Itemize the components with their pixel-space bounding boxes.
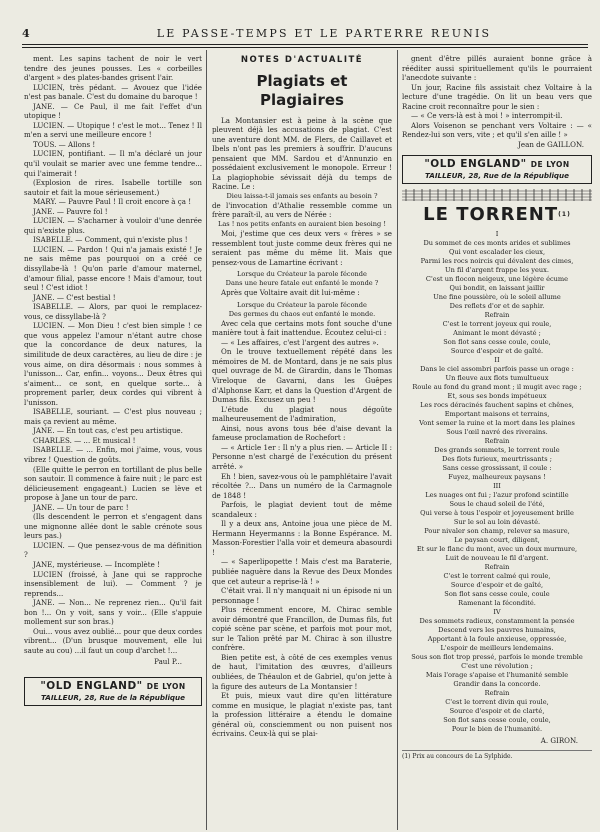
column-divider (206, 50, 207, 830)
paragraph: Bien petite est, à côté de ces exemples venus de haut, l'imitation des œuvres, d'ailleurs oubliées, de Théaulon et de Gabriel, qu'on jette à la figure des auteurs de La Montansier ! (212, 652, 392, 691)
old-england-ad (402, 155, 592, 184)
poem-line: Apportant à la foule anxieuse, oppressée, (427, 635, 567, 644)
ad-address: TAILLEUR, 28, Rue de la République (40, 693, 186, 702)
quote-line: Dans une heure fatale eut enfanté le monde ? (225, 279, 379, 288)
paragraph: L'étude du plagiat nous dégoûte malheureusement de l'admiration, (212, 404, 392, 424)
poem-line: C'est une révolution ; (461, 662, 533, 671)
poem-line: Du sommet de ces monts arides et sublimes (423, 239, 571, 248)
paragraph: LUCIEN, pontifiant. — Il m'a déclaré un jour qu'il voulait se marier avec une femme tendre... qui l'aimerait ! (24, 149, 202, 178)
poem-line: Qui vont escalader les cieux, (448, 248, 546, 257)
poem-line: Sous son flot trop pressé, parfois le monde tremble (411, 653, 583, 662)
author-signature: Jean de GAILLON. (518, 139, 584, 149)
poem-title (402, 204, 592, 226)
paragraph: — « Ce vers-là est à moi ! » interrompit-il. (411, 111, 563, 121)
paragraph: LUCIEN (froissé, à Jane qui se rapproche insensiblement de lui). — Comment ? je reprends... (24, 569, 202, 598)
poem-line: Dans le ciel assombri parfois passe un orage : (420, 365, 574, 374)
article-text-continued (212, 319, 392, 739)
poem-line: Animant le mont dévasté ; (453, 329, 541, 338)
paragraph: Parfois, le plagiat devient tout de même scandaleux : (212, 500, 392, 519)
paragraph: LUCIEN. — Pardon ! Qui n'a jamais existé ! Je ne sais même pas pourquoi on a créé ce dissyllabe-là ! Qu'on parle d'amour maternel, d'amour filial, passe encore ! Mais d'amour, tout seul ! C'est idiot ! (24, 244, 202, 293)
poem-line: Source d'espoir et de gaîté. (450, 347, 544, 356)
ad-name (25, 680, 201, 693)
paragraph: — « Les affaires, c'est l'argent des autres ». (221, 337, 379, 347)
paragraph: Plus récemment encore, M. Chirac semble avoir démontré que Francillon, de Dumas fils, fut copié scène par scène, et parfois mot pour mot, sur le Talion prêté par M. Chirac à son illustre confrère. (212, 605, 392, 653)
paragraph: Oui... vous avez oublié... pour que deux cordes vibrent... (D'un brusque mouvement, elle lui saute au cou) ...il faut un coup d'archet !... (24, 626, 202, 655)
paragraph: LUCIEN. — S'acharner à vouloir d'une denrée qui n'existe plus. (24, 216, 202, 235)
article-paragraph: Après que Voltaire avait dit lui-même : (221, 288, 360, 298)
paragraph: MARY. — Pauvre Paul ! Il croit encore à ça ! (33, 197, 192, 207)
poem-line: Des grands sommets, le torrent roule (434, 446, 560, 455)
poem-line: Qui verse à tous l'espoir et joyeusement brille (420, 509, 574, 518)
stanza-heading: II (494, 356, 500, 365)
paragraph: Eh ! bien, savez-vous où le pamphlétaire l'avait récoltée ?... Dans un numéro de la Carmagnole de 1848 ! (212, 471, 392, 500)
poem-line: C'est le torrent joyeux qui roule, (442, 320, 552, 329)
poem-line: Grandir dans la concorde. (453, 680, 541, 689)
stanza-heading: III (493, 482, 501, 491)
music-staff-ornament (402, 188, 592, 202)
poem-line: Sur le sol au loin dévasté. (453, 518, 541, 527)
poem-line: Un fil d'argent frappe les yeux. (445, 266, 549, 275)
poem-line: Les nuages ont fui ; l'azur profond scintille (425, 491, 569, 500)
ad-brand: "OLD ENGLAND" (424, 158, 527, 171)
poem-line: Des reflets d'or et de saphir. (449, 302, 545, 311)
stanza-heading: Refrain (484, 689, 510, 698)
old-england-ad (24, 677, 202, 706)
footnote-mark: (1) (558, 211, 571, 219)
poem-line: Qui bondit, en laissant jaillir (449, 284, 545, 293)
poem-signature: A. GIRON. (540, 736, 578, 746)
paragraph: (Explosion de rires. Isabelle tortille son sautoir et fait la moue sérieusement.) (24, 178, 202, 197)
paragraph: ISABELLE. — Comment, qui n'existe plus ! (33, 235, 188, 245)
poem-line: Emportant maisons et terrains, (444, 410, 550, 419)
page-header (22, 27, 588, 41)
paragraph: CHARLES. — ... Et musical ! (33, 435, 136, 445)
paragraph: gnent d'être pillés auraient bonne grâce à rééditer aussi spirituellement qu'ils le pourraient l'anecdote suivante : (402, 54, 592, 83)
poem-title-text: LE TORRENT (423, 204, 559, 226)
paragraph: JANE. — En tout cas, c'est peu artistique. (33, 426, 183, 436)
paragraph: TOUS. — Allons ! (33, 139, 96, 149)
paragraph: (Elle quitte le perron en tortillant de plus belle son sautoir. Il commence à faire nuit ; le parc est délicieusement engageant.) Lucien se lève et propose à Jane un tour de parc. (24, 464, 202, 503)
quote-line: Dieu laissa-t-il jamais ses enfants au besoin ? (226, 191, 378, 200)
poem-line: Pour le bien de l'humanité. (451, 725, 543, 734)
paragraph: LUCIEN. — Utopique ! c'est le mot... Tenez ! Il m'en a servi une meilleure encore ! (24, 120, 202, 140)
header-rule (22, 44, 588, 45)
paragraph: LUCIEN. — Que pensez-vous de ma définition ? (24, 540, 202, 560)
paragraph: ISABELLE. — Alors, par quoi le remplacez-vous, ce dissyllabe-là ? (24, 302, 202, 321)
stanza-heading: Refrain (484, 437, 510, 446)
poem-line: Son flot sans cesse coule, coule, (443, 338, 551, 347)
signature: Paul P... (154, 657, 182, 667)
paragraph: LUCIEN. — Mon Dieu ! c'est bien simple ! ce que vous appelez l'amour n'étant autre chose que la concordance de deux natures, la similitude de deux caractères, au lieu de dire : je vous aime, on dira désormais : nous sommes à l'unisson... Car, enfin... voyons... Deux êtres qui s'aiment... ce sont, en quelque sorte... à proprement parler, deux cordes qui vibrent à l'unisson. (24, 321, 202, 407)
paragraph: Avec cela que certains mots font souche d'une manière tout à fait inattendue. Écoutez celui-ci : (212, 318, 392, 338)
poem-line: Et, sous ses bonds impétueux (447, 392, 547, 401)
paragraph: Alors Voisenon se penchant vers Voltaire : — « Rendez-lui son vers, vite ; et qu'il s'en aille ! » (402, 120, 592, 140)
dialogue-text (24, 54, 202, 655)
paragraph: ISABELLE, souriant. — C'est plus nouveau ; mais ça revient au même. (24, 407, 202, 426)
poem-line: Une fine poussière, où le soleil allume (433, 293, 561, 302)
article-end-text (402, 54, 592, 140)
paragraph: (Ils descendent le perron et s'engagent dans une mignonne allée dont le sable crénote sous leurs pas.) (24, 512, 202, 541)
poem-line: Ramenant la fécondité. (458, 599, 536, 608)
ad-brand: "OLD ENGLAND" (40, 680, 143, 692)
article-paragraph: Moi, j'estime que ces deux vers « frères » se ressemblent tout juste comme deux frères qui ne seraient pas même du même lit. Mais que pensez-vous de Lamartine écrivant : (212, 229, 392, 267)
poem-line: Des sommets radieux, constamment la pensée (419, 617, 575, 626)
paragraph: ISABELLE. — ... Enfin, moi j'aime, vous, vous vibrez ! Question de goûts. (24, 445, 202, 464)
paragraph: JANE, mystérieuse. — Incomplète ! (33, 559, 160, 569)
paragraph: On le trouve textuellement répété dans les mémoires de M. de Montard, dans je ne sais plus quel ouvrage de M. de Girardin, dans le Thomas Vireloque de Gavarni, dans les Guêpes d'Alphonse Karr, et dans la Question d'Argent de Dumas fils. Excusez un peu ! (212, 347, 392, 405)
ad-city: DE LYON (530, 160, 570, 170)
poem-line: C'est le torrent divin qui roule, (445, 698, 549, 707)
ad-address: TAILLEUR, 28, Rue de la République (424, 171, 570, 181)
paragraph: JANE. — C'est bestial ! (33, 292, 116, 302)
poem-line: Fuyez, malheureux paysans ! (448, 473, 546, 482)
column-poem (402, 54, 592, 761)
poem-line: Luit de nouveau le fil d'argent. (445, 554, 549, 563)
poem-line: Des flots furieux, meurtrissants ; (442, 455, 552, 464)
column-divider (397, 50, 398, 830)
poem-line: C'est le torrent calmé qui roule, (443, 572, 551, 581)
paragraph: — « Saperlipopette ! Mais c'est ma Baraterie, publiée naguère dans la Revue des Deux Mondes que cet auteur a reprise-là ! » (212, 557, 392, 586)
column-dialogue (24, 54, 202, 710)
header-rule-thin (22, 47, 588, 48)
poem-line: Vont semer la ruine et la mort dans les plaines (419, 419, 575, 428)
paragraph: JANE. — Ce Paul, il me fait l'effet d'un utopique ! (24, 101, 202, 121)
paragraph: Il y a deux ans, Antoine joua une pièce de M. Hermann Heyermanns : la Bonne Espérance. M. Masson-Forestier l'alla voir et demeura abasourdi ! (212, 519, 392, 557)
column-article (212, 54, 392, 739)
poem-line: Son flot sans cesse coule, coule, (443, 716, 551, 725)
paragraph: JANE. — Non... Ne reprenez rien... Qu'il fait bon !... On y voit, sans y voir... (Elle s'appuie mollement sur son bras.) (24, 598, 202, 627)
poem-line: Parmi les rocs noircis qui dévalent des cimes, (420, 257, 574, 266)
poem-line: Et sur le flanc du mont, avec un doux murmure, (416, 545, 578, 554)
ad-name (403, 158, 591, 171)
poem-line: Les rocs déracinés fauchent sapins et chênes, (420, 401, 574, 410)
paragraph: JANE. — Un tour de parc ! (33, 502, 129, 512)
paragraph: Ainsi, nous avons tous bée d'aise devant la fameuse proclamation de Rochefort : (212, 423, 392, 443)
page-number: 4 (22, 27, 30, 40)
poem-line: Sous l'œil navré des riverains. (446, 428, 548, 437)
poem-line: Son flot sans cesse coule, coule (444, 590, 550, 599)
article-title: Plagiats et Plagiaires (256, 71, 348, 109)
article-text (212, 116, 392, 192)
paragraph: LUCIEN, très pédant. — Avouez que l'idée n'est pas banale. C'est du domaine du baroque ! (24, 82, 202, 102)
article-paragraph: de l'invocation d'Athalie ressemble comme un frère paraît-il, au vers de Nérée : (212, 200, 392, 220)
poem-line: Descend vers les pauvres humains, (438, 626, 556, 635)
poem-line: Sous le chaud soleil de l'été, (449, 500, 545, 509)
poem-body (402, 230, 592, 734)
stanza-heading: IV (493, 608, 501, 617)
ad-city: DE LYON (146, 682, 186, 691)
rubric-title: NOTES D'ACTUALITÉ (240, 55, 364, 65)
paragraph: C'était vrai. Il n'y manquait ni un épisode ni un personnage ! (212, 586, 392, 605)
quote-line: Des germes du chaos eut enfanté le monde. (228, 309, 376, 318)
quote-line: Lorsque du Créateur la parole féconde (237, 300, 367, 309)
poem-line: Sans cesse grossissant, il coule : (442, 464, 552, 473)
paragraph: ment. Les sapins tachent de noir le vert tendre des jeunes pousses. Les « corbeilles d'argent » des plates-bandes grisent l'air. (24, 54, 202, 83)
poem-line: Source d'espoir et de gaîté, (450, 581, 544, 590)
paragraph: La Montansier est à peine à la scène que pleuvent déjà les accusations de plagiat. C'est une aventure dont MM. de Flers, de Caillavet et Ibels n'ont pas les premiers à souffrir. D'aucuns pensaient que MM. Sardou et d'Annunzio en possédaient exclusivement le monopole. Erreur ! La plagiophobie sévissait déjà du temps de Racine. Le : (212, 115, 392, 192)
poem-line: Source d'espoir et de clarté, (449, 707, 545, 716)
paragraph: — « Article 1er : Il n'y a plus rien. — Article II : Personne n'est chargé de l'exécution du présent arrêté. » (212, 442, 392, 471)
paragraph: Un jour, Racine fils assistait chez Voltaire à la lecture d'une tragédie. On lit un beau vers que Racine croit reconnaître pour le sien : (402, 82, 592, 111)
stanza-heading: Refrain (484, 563, 510, 572)
poem-line: L'espoir de meilleurs lendemains. (440, 644, 554, 653)
poem-line: C'est un flocon neigeux, une légère écume (425, 275, 569, 284)
journal-title: LE PASSE-TEMPS ET LE PARTERRE REUNIS (156, 27, 492, 40)
paragraph: JANE. — Pauvre fol ! (33, 206, 108, 216)
poem-line: Pour nivaler son champ, relever sa masure, (424, 527, 570, 536)
paragraph: Et puis, mieux vaut dire qu'en littérature comme en musique, le plagiat n'existe pas, tant la profession littéraire a étendu le domaine général où, consciemment ou non puisent nos écrivains. Ceux-là qui se plai- (212, 691, 392, 739)
quote-line: Las ! nos petits enfants en auraient bien besoing ! (217, 220, 387, 229)
poem-line: Mais l'orage s'apaise et l'humanité semble (425, 671, 569, 680)
poem-line: Un fleuve aux flots tumultueux (445, 374, 549, 383)
footnote: (1) Prix au concours de La Sylphide. (402, 750, 592, 761)
quote-line: Lorsque du Créateur la parole féconde (237, 270, 367, 279)
stanza-heading: Refrain (484, 311, 510, 320)
poem-line: Le paysan court, diligent, (454, 536, 540, 545)
stanza-heading: I (495, 230, 499, 239)
poem-line: Roule au fond du grand mont ; il mugit avec rage ; (412, 383, 582, 392)
